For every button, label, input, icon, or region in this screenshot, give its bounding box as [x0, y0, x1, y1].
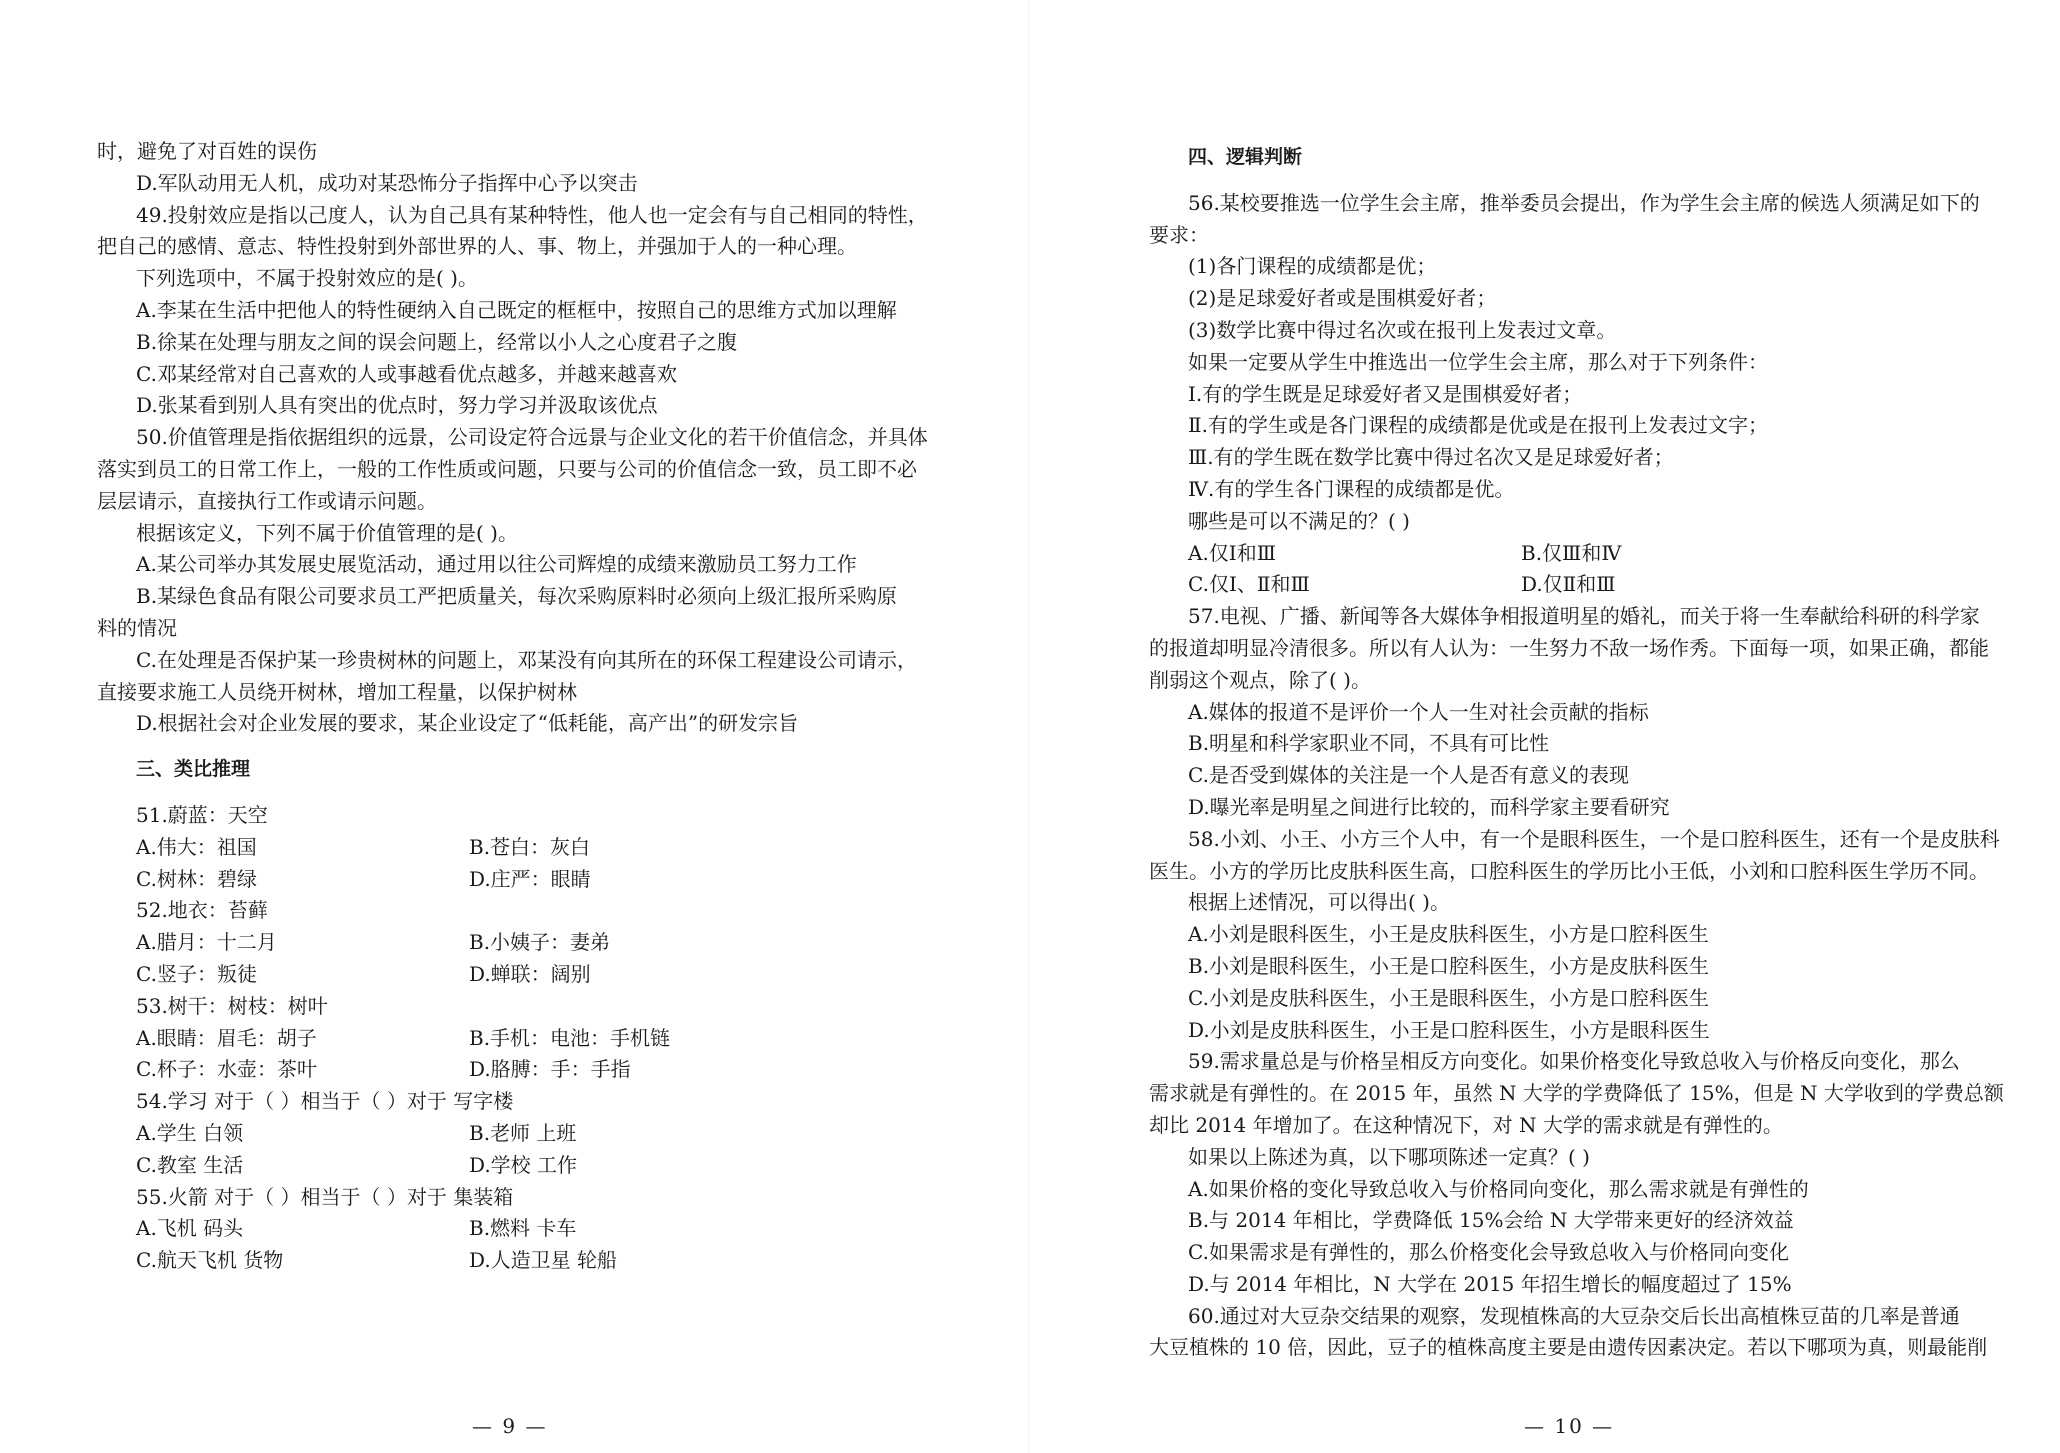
question-49: 49.投射效应是指以己度人，认为自己具有某种特性，他人也一定会有与自己相同的特性，	[136, 202, 928, 227]
options-row	[97, 1245, 947, 1277]
left-page	[0, 0, 1020, 1453]
option-c: C.树林：碧绿	[136, 866, 257, 891]
text-line: Ⅰ.有的学生既是足球爱好者又是围棋爱好者；	[1188, 381, 1583, 406]
option-c: C.竖子：叛徒	[136, 961, 257, 986]
options-row	[97, 927, 947, 959]
text-line: 削弱这个观点，除了( )。	[1149, 667, 1371, 692]
option-c: C.杯子：水壶：茶叶	[136, 1057, 317, 1082]
option-b: B.仅Ⅲ和Ⅳ	[1521, 540, 1622, 565]
right-page-body	[1149, 142, 2039, 1364]
text-line: 要求：	[1149, 222, 1209, 247]
option-d: D.蝉联：阔别	[469, 961, 591, 986]
options-row	[97, 832, 947, 864]
option-a: A.仅Ⅰ和Ⅲ	[1188, 540, 1276, 565]
left-page-body	[97, 136, 947, 1277]
text-line: (1)各门课程的成绩都是优；	[1188, 254, 1437, 279]
option-line: D.根据社会对企业发展的要求，某企业设定了“低耗能，高产出”的研发宗旨	[136, 711, 799, 736]
option-d: D.仅Ⅱ和Ⅲ	[1521, 572, 1616, 597]
text-line: (2)是足球爱好者或是围棋爱好者；	[1188, 286, 1497, 311]
option-line: C.是否受到媒体的关注是一个人是否有意义的表现	[1188, 763, 1629, 788]
text-line: 层层请示，直接执行工作或请示问题。	[97, 488, 437, 513]
text-line: Ⅱ.有的学生或是各门课程的成绩都是优或是在报刊上发表过文字；	[1188, 413, 1768, 438]
text-line: 需求就是有弹性的。在 2015 年，虽然 N 大学的学费降低了 15%，但是 N 大学收到的学费总额	[1149, 1081, 2004, 1106]
option-line: D.军队动用无人机，成功对某恐怖分子指挥中心予以突击	[136, 170, 638, 195]
option-line: A.如果价格的变化导致总收入与价格同向变化，那么需求就是有弹性的	[1188, 1176, 1809, 1201]
option-b: B.苍白：灰白	[469, 834, 591, 859]
option-line: C.邓某经常对自己喜欢的人或事越看优点越多，并越来越喜欢	[136, 361, 677, 386]
question-60: 60.通过对大豆杂交结果的观察，发现植株高的大豆杂交后长出高植株豆苗的几率是普通	[1188, 1303, 1960, 1328]
question-prompt: 如果以上陈述为真，以下哪项陈述一定真？( )	[1188, 1144, 1590, 1169]
right-page	[1040, 0, 2060, 1453]
text-line: 料的情况	[97, 615, 177, 640]
option-line: C.在处理是否保护某一珍贵树林的问题上，邓某没有向其所在的环保工程建设公司请示，	[136, 647, 917, 672]
option-line: B.明星和科学家职业不同，不具有可比性	[1188, 731, 1550, 756]
option-d: D.学校 工作	[469, 1152, 578, 1177]
section-title: 三、类比推理	[136, 758, 251, 781]
options-row	[97, 1213, 947, 1245]
option-c: C.教室 生活	[136, 1152, 244, 1177]
option-a: A.眼睛：眉毛：胡子	[136, 1025, 317, 1050]
text-line: 大豆植株的 10 倍，因此，豆子的植株高度主要是由遗传因素决定。若以下哪项为真，则最能削	[1149, 1335, 1988, 1360]
question-prompt: 下列选项中，不属于投射效应的是( )。	[136, 266, 478, 291]
page-number: — 9 —	[472, 1414, 548, 1438]
question-prompt: 根据上述情况，可以得出( )。	[1188, 890, 1450, 915]
text-line: 的报道却明显冷清很多。所以有人认为：一生努力不敌一场作秀。下面每一项，如果正确，都能	[1149, 635, 1989, 660]
option-c: C.仅Ⅰ、Ⅱ和Ⅲ	[1188, 572, 1310, 597]
options-row	[97, 864, 947, 896]
question-50: 50.价值管理是指依据组织的远景，公司设定符合远景与企业文化的若干价值信念，并具体	[136, 425, 928, 450]
question-53: 53.树干：树枝：树叶	[136, 993, 328, 1018]
text-line: (3)数学比赛中得过名次或在报刊上发表过文章。	[1188, 317, 1617, 342]
option-a: A.飞机 码头	[136, 1216, 244, 1241]
text-line: 如果一定要从学生中推选出一位学生会主席，那么对于下列条件：	[1188, 349, 1768, 374]
text-line: 直接要求施工人员绕开树林，增加工程量，以保护树林	[97, 679, 577, 704]
question-prompt: 根据该定义，下列不属于价值管理的是( )。	[136, 520, 518, 545]
page-gutter	[1028, 0, 1029, 1453]
option-line: B.某绿色食品有限公司要求员工严把质量关，每次采购原料时必须向上级汇报所采购原	[136, 584, 898, 609]
option-line: B.小刘是眼科医生，小王是口腔科医生，小方是皮肤科医生	[1188, 953, 1710, 978]
option-line: B.徐某在处理与朋友之间的误会问题上，经常以小人之心度君子之腹	[136, 329, 738, 354]
option-line: D.小刘是皮肤科医生，小王是口腔科医生，小方是眼科医生	[1188, 1017, 1710, 1042]
option-a: A.腊月：十二月	[136, 930, 277, 955]
option-b: B.老师 上班	[469, 1120, 577, 1145]
option-d: D.人造卫星 轮船	[469, 1248, 618, 1273]
option-line: A.某公司举办其发展史展览活动，通过用以往公司辉煌的成绩来激励员工努力工作	[136, 552, 857, 577]
option-a: A.学生 白领	[136, 1120, 244, 1145]
option-line: C.小刘是皮肤科医生，小王是眼科医生，小方是口腔科医生	[1188, 985, 1709, 1010]
options-row	[97, 959, 947, 991]
options-row	[97, 1023, 947, 1055]
option-line: A.媒体的报道不是评价一个人一生对社会贡献的指标	[1188, 699, 1649, 724]
option-b: B.燃料 卡车	[469, 1216, 577, 1241]
text-line: 医生。小方的学历比皮肤科医生高，口腔科医生的学历比小王低，小刘和口腔科医生学历不同。	[1149, 858, 1989, 883]
question-51: 51.蔚蓝：天空	[136, 802, 268, 827]
option-line: D.张某看到别人具有突出的优点时，努力学习并汲取该优点	[136, 393, 658, 418]
question-prompt: 哪些是可以不满足的？( )	[1188, 508, 1410, 533]
option-b: B.手机：电池：手机链	[469, 1025, 671, 1050]
text-line: 落实到员工的日常工作上，一般的工作性质或问题，只要与公司的价值信念一致，员工即不必	[97, 456, 917, 481]
question-56: 56.某校要推选一位学生会主席，推举委员会提出，作为学生会主席的候选人须满足如下的	[1188, 190, 1980, 215]
option-line: C.如果需求是有弹性的，那么价格变化会导致总收入与价格同向变化	[1188, 1240, 1789, 1265]
option-line: D.与 2014 年相比，N 大学在 2015 年招生增长的幅度超过了 15%	[1188, 1271, 1792, 1296]
option-a: A.伟大：祖国	[136, 834, 257, 859]
text-line: 时，避免了对百姓的误伤	[97, 139, 317, 163]
option-b: B.小姨子：妻弟	[469, 930, 611, 955]
options-row	[1149, 538, 2039, 570]
question-59: 59.需求量总是与价格呈相反方向变化。如果价格变化导致总收入与价格反向变化，那么	[1188, 1049, 1960, 1074]
question-58: 58.小刘、小王、小方三个人中，有一个是眼科医生，一个是口腔科医生，还有一个是皮肤科	[1188, 826, 2000, 851]
question-55: 55.火箭 对于（ ）相当于（ ）对于 集装箱	[136, 1184, 514, 1209]
question-52: 52.地衣：苔藓	[136, 898, 268, 923]
option-line: D.曝光率是明星之间进行比较的，而科学家主要看研究	[1188, 794, 1670, 819]
options-row	[1149, 569, 2039, 601]
options-row	[97, 1118, 947, 1150]
text-line: 却比 2014 年增加了。在这种情况下，对 N 大学的需求就是有弹性的。	[1149, 1112, 1783, 1137]
option-line: B.与 2014 年相比，学费降低 15%会给 N 大学带来更好的经济效益	[1188, 1208, 1794, 1233]
page-number: — 10 —	[1524, 1414, 1615, 1438]
text-line: 把自己的感情、意志、特性投射到外部世界的人、事、物上，并强加于人的一种心理。	[97, 234, 857, 259]
options-row	[97, 1054, 947, 1086]
option-line: A.李某在生活中把他人的特性硬纳入自己既定的框框中，按照自己的思维方式加以理解	[136, 297, 897, 322]
option-d: D.庄严：眼睛	[469, 866, 591, 891]
option-d: D.胳膊：手：手指	[469, 1057, 631, 1082]
text-line: Ⅲ.有的学生既在数学比赛中得过名次又是足球爱好者；	[1188, 445, 1674, 470]
question-54: 54.学习 对于（ ）相当于（ ）对于 写字楼	[136, 1089, 514, 1114]
text-line: Ⅳ.有的学生各门课程的成绩都是优。	[1188, 476, 1515, 501]
question-57: 57.电视、广播、新闻等各大媒体争相报道明星的婚礼，而关于将一生奉献给科研的科学家	[1188, 604, 1980, 629]
option-c: C.航天飞机 货物	[136, 1248, 284, 1273]
options-row	[97, 1150, 947, 1182]
option-line: A.小刘是眼科医生，小王是皮肤科医生，小方是口腔科医生	[1188, 922, 1709, 947]
section-title: 四、逻辑判断	[1188, 146, 1303, 168]
